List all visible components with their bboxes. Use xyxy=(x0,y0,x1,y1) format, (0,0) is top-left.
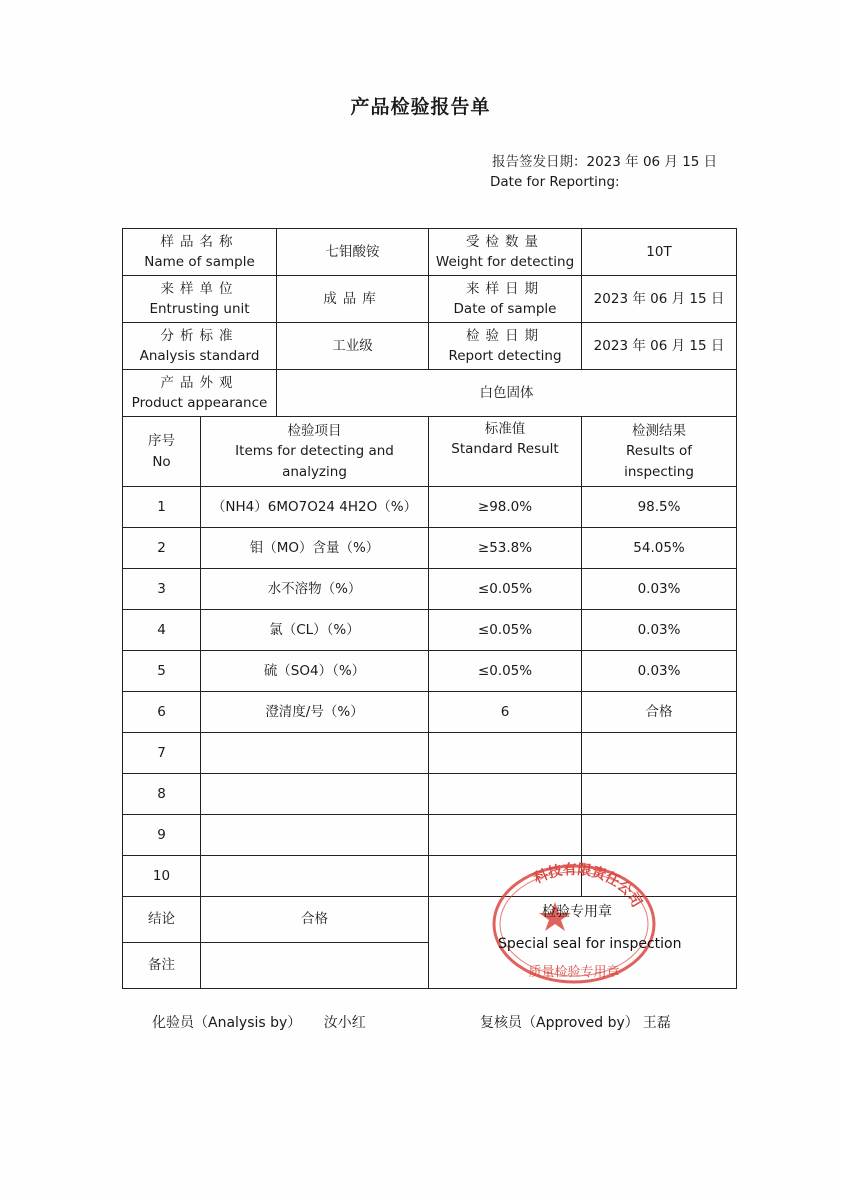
row-standard: 6 xyxy=(429,692,582,733)
appearance-value: 白色固体 xyxy=(277,370,737,417)
date-sample-label-cn: 来样日期 xyxy=(466,280,545,297)
row-item: 氯（CL）（%） xyxy=(201,610,429,651)
row-result xyxy=(582,774,737,815)
standard-label xyxy=(123,323,277,370)
row-item: 澄清度/号（%） xyxy=(201,692,429,733)
unit-label-en: Entrusting unit xyxy=(149,301,250,317)
standard-label-cn: 分析标准 xyxy=(160,327,239,344)
appearance-label xyxy=(123,370,277,417)
row-result xyxy=(582,733,737,774)
weight-label-cn: 受检数量 xyxy=(466,233,545,250)
row-no: 7 xyxy=(123,733,201,774)
header-standard-cn: 标准值 xyxy=(484,421,526,437)
inspection-seal xyxy=(489,862,659,987)
analyst-name: 汝小红 xyxy=(323,1015,366,1031)
approver-label: 复核员（Approved by） xyxy=(480,1015,639,1031)
row-result xyxy=(582,815,737,856)
remarks-value xyxy=(201,943,429,989)
row-item xyxy=(201,774,429,815)
approver-signature xyxy=(480,1012,675,1032)
row-item xyxy=(201,856,429,897)
table-row xyxy=(123,528,737,569)
date-sample-label-en: Date of sample xyxy=(453,301,557,317)
report-date-label-en: Date for Reporting: xyxy=(490,174,620,190)
result-rows xyxy=(123,487,737,897)
row-standard xyxy=(429,733,582,774)
standard-label-en: Analysis standard xyxy=(139,348,260,364)
analyst-label: 化验员（Analysis by） xyxy=(152,1015,302,1031)
row-item xyxy=(201,733,429,774)
unit-label xyxy=(123,276,277,323)
row-standard xyxy=(429,815,582,856)
row-no: 10 xyxy=(123,856,201,897)
weight-label xyxy=(429,229,582,276)
row-result: 合格 xyxy=(582,692,737,733)
row-item: 水不溶物（%） xyxy=(201,569,429,610)
row-item: 硫（SO4）（%） xyxy=(201,651,429,692)
row-result: 0.03% xyxy=(582,651,737,692)
weight-value: 10T xyxy=(582,229,737,276)
header-no-cn: 序号 xyxy=(148,433,175,450)
report-detect-label-cn: 检验日期 xyxy=(466,327,545,344)
report-date-value: 2023 年 06 月 15 日 xyxy=(586,154,718,170)
table-row xyxy=(123,569,737,610)
row-item xyxy=(201,815,429,856)
date-sample-label xyxy=(429,276,582,323)
unit-label-cn: 来样单位 xyxy=(160,280,239,297)
row-standard: ≤0.05% xyxy=(429,651,582,692)
header-items-en1: Items for detecting and xyxy=(235,443,394,460)
report-detect-label-en: Report detecting xyxy=(448,348,562,364)
page-title: 产品检验报告单 xyxy=(350,96,491,118)
header-standard-en: Standard Result xyxy=(451,441,559,458)
seal-text-en: Special seal for inspection xyxy=(498,936,682,952)
header-standard xyxy=(429,417,582,487)
row-no: 2 xyxy=(123,528,201,569)
analyst-signature xyxy=(152,1012,370,1032)
report-detect-value: 2023 年 06 月 15 日 xyxy=(582,323,737,370)
row-no: 6 xyxy=(123,692,201,733)
row-result: 98.5% xyxy=(582,487,737,528)
table-row xyxy=(123,610,737,651)
sample-name-label xyxy=(123,229,277,276)
unit-value: 成品库 xyxy=(277,276,429,323)
table-row xyxy=(123,487,737,528)
header-result-cn: 检测结果 xyxy=(632,423,687,440)
sample-name-value: 七钼酸铵 xyxy=(277,229,429,276)
seal-company-path: 科技有限责任公司 xyxy=(531,862,645,911)
report-date xyxy=(492,150,717,170)
header-result xyxy=(582,417,737,487)
header-no xyxy=(123,417,201,487)
header-items xyxy=(201,417,429,487)
seal-text-cn: 检验专用章 xyxy=(542,904,612,920)
row-result: 54.05% xyxy=(582,528,737,569)
row-no: 1 xyxy=(123,487,201,528)
sample-name-label-cn: 样品名称 xyxy=(160,233,239,250)
row-no: 5 xyxy=(123,651,201,692)
row-result: 0.03% xyxy=(582,569,737,610)
report-date-label: 报告签发日期： xyxy=(492,154,587,170)
row-standard: ≥53.8% xyxy=(429,528,582,569)
row-item: 钼（MO）含量（%） xyxy=(201,528,429,569)
date-sample-value: 2023 年 06 月 15 日 xyxy=(582,276,737,323)
table-row xyxy=(123,774,737,815)
row-standard: ≤0.05% xyxy=(429,569,582,610)
row-item: （NH4）6MO7O24 4H2O（%） xyxy=(201,487,429,528)
header-result-en2: inspecting xyxy=(624,463,694,480)
header-no-en: No xyxy=(152,453,171,470)
conclusion-value: 合格 xyxy=(201,897,429,943)
seal-bottom-text: 质量检验专用章 xyxy=(528,965,620,980)
row-standard: ≤0.05% xyxy=(429,610,582,651)
row-standard xyxy=(429,774,582,815)
table-row xyxy=(123,733,737,774)
header-result-en1: Results of xyxy=(625,443,693,460)
header-items-cn: 检验项目 xyxy=(287,423,342,440)
conclusion-label: 结论 xyxy=(123,897,201,943)
approver-name: 王磊 xyxy=(642,1015,671,1031)
row-result: 0.03% xyxy=(582,610,737,651)
sample-name-label-en: Name of sample xyxy=(144,254,255,270)
table-row xyxy=(123,651,737,692)
row-no: 3 xyxy=(123,569,201,610)
report-detect-label xyxy=(429,323,582,370)
appearance-label-cn: 产品外观 xyxy=(160,374,239,391)
table-row xyxy=(123,692,737,733)
row-no: 8 xyxy=(123,774,201,815)
row-no: 4 xyxy=(123,610,201,651)
table-row xyxy=(123,815,737,856)
header-items-en2: analyzing xyxy=(282,463,347,480)
weight-label-en: Weight for detecting xyxy=(435,254,575,270)
appearance-label-en: Product appearance xyxy=(131,395,268,411)
remarks-label: 备注 xyxy=(123,943,201,989)
row-standard: ≥98.0% xyxy=(429,487,582,528)
standard-value: 工业级 xyxy=(277,323,429,370)
row-no: 9 xyxy=(123,815,201,856)
